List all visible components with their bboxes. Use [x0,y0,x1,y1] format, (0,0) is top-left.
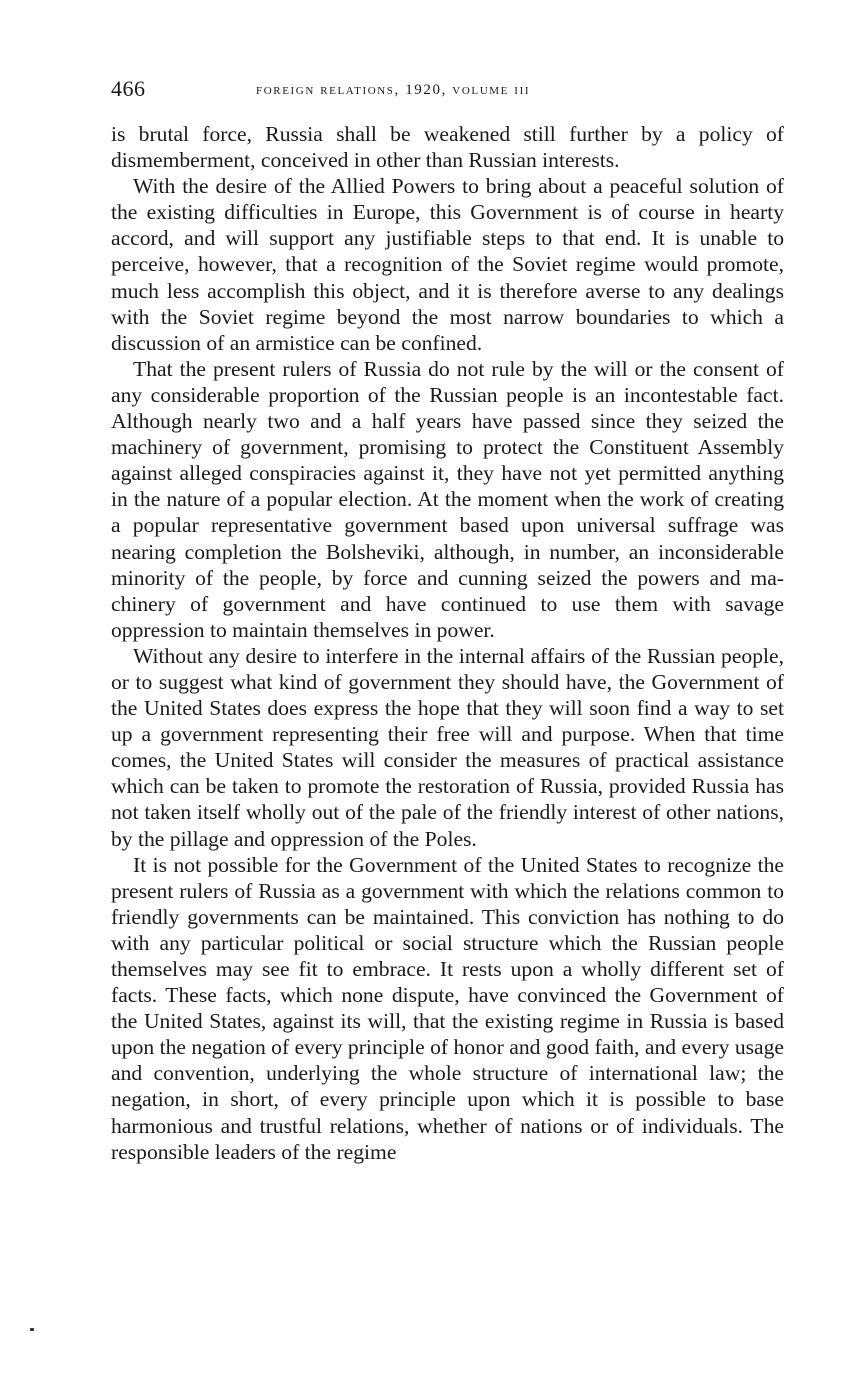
paragraph: With the desire of the Allied Powers to bring about a peaceful solution of the existing difficulties in Europe, this Government is of course in hearty accord, and will support any justifiable steps to that end. It is unable to perceive, however, that a recognition of the Soviet regime would promote, much less accomplish this object, and it is therefore averse to any dealings with the Soviet regime beyond the most narrow boundaries to which a discussion of an armistice can be confined. [111,174,784,355]
page-header [111,76,784,106]
paragraph: Without any desire to interfere in the internal affairs of the Russian people, or to suggest what kind of government they should have, the Government of the United States does express the hope that they will soon find a way to set up a government representing their free will and purpose. When that time comes, the United States will consider the measures of practical assistance which can be taken to promote the restoration of Russia, provided Russia has not taken itself wholly out of the pale of the friendly interest of other nations, by the pillage and oppression of the Poles. [111,643,784,851]
paragraph: It is not possible for the Government of the United States to recognize the present rulers of Russia as a government with which the relations common to friendly governments can be maintained. This conviction has nothing to do with any particular political or social structure which the Russian people themselves may see fit to embrace. It rests upon a wholly different set of facts. These facts, which none dispute, have convinced the Government of the United States, against its will, that the existing regime in Russia is based upon the negation of every principle of honor and good faith, and every usage and convention, underlying the whole structure of international law; the negation, in short, of every principle upon which it is possible to base harmonious and trustful relations, whether of nations or of individuals. The responsible leaders of the regime [111,852,784,1164]
paragraph: That the present rulers of Russia do not rule by the will or the consent of any considerable proportion of the Russian people is an incontestable fact. Although nearly two and a half years have passed since they seized the machinery of government, promising to protect the Constituent Assembly against alleged conspiracies against it, they have not yet permitted anything in the nature of a popular election. At the moment when the work of creating a popular representative government based upon universal suffrage was nearing completion the Bolsheviki, although, in number, an inconsiderable minority of the people, by force and cunning seized the powers and machinery of government and have continued to use them with savage oppression to maintain themselves in power. [111,356,784,642]
scan-speck [30,1328,34,1331]
document-body [111,121,784,1165]
page-number: 466 [111,76,146,101]
paragraph-continued: is brutal force, Russia shall be weakened still further by a policy of dismemberment, conceived in other than Russian interests. [111,122,784,173]
running-title: foreign relations, 1920, volume iii [256,82,531,98]
